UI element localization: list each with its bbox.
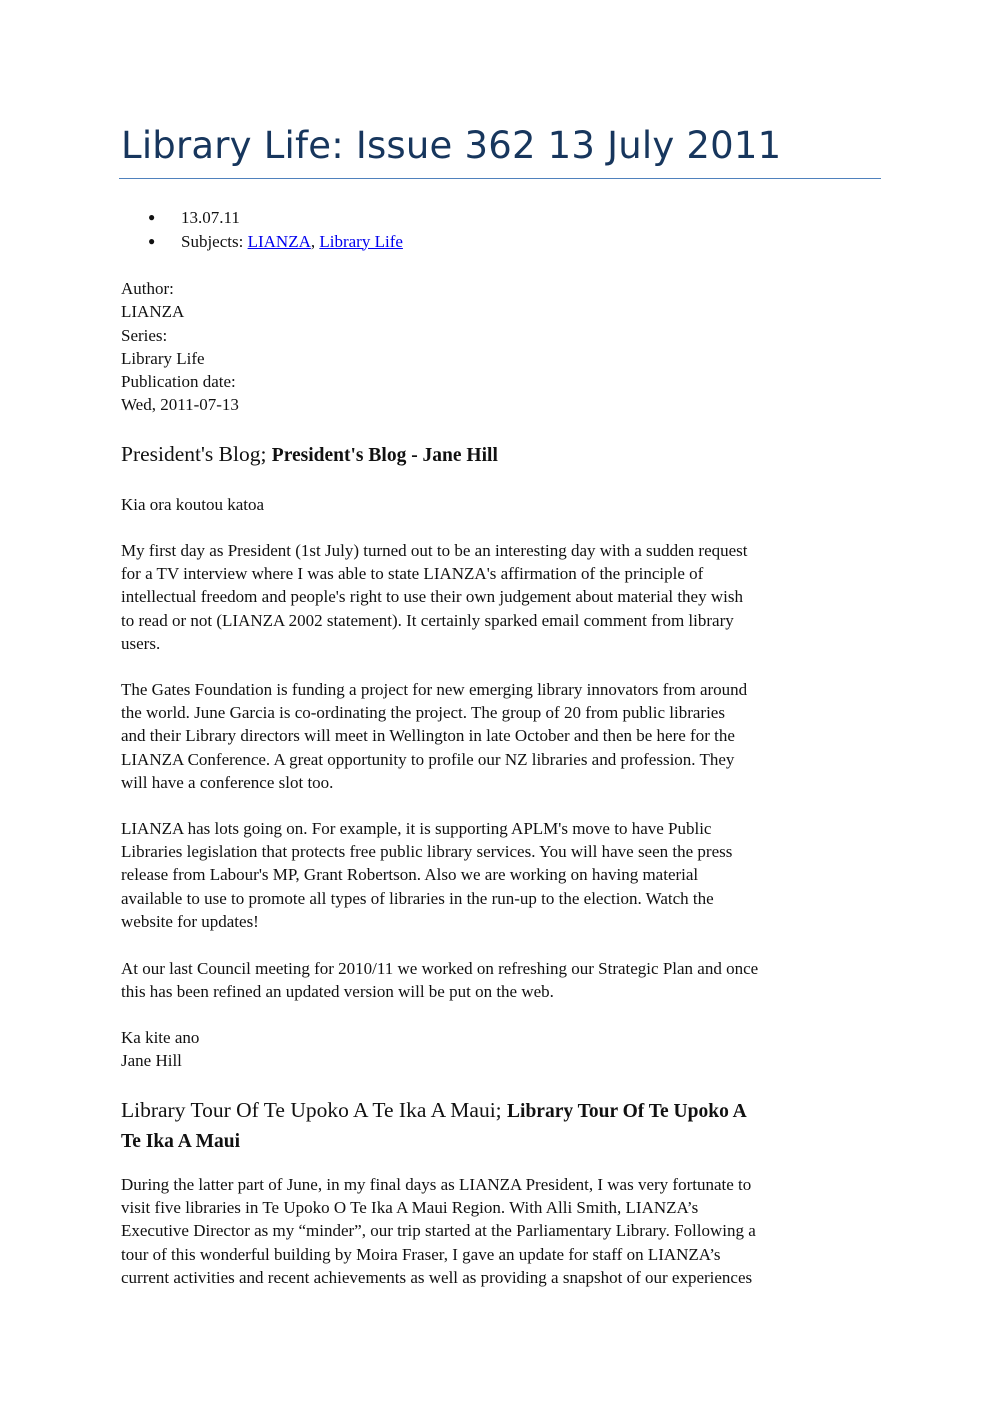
paragraph-line: The Gates Foundation is funding a project for new emerging library innovators from around xyxy=(121,680,748,699)
author-label: Author: xyxy=(121,279,174,298)
paragraph-line: visit five libraries in Te Upoko O Te Ika A Maui Region. With Alli Smith, LIANZA’s xyxy=(121,1198,699,1218)
paragraph-line: Libraries legislation that protects free public library services. You will have seen the press xyxy=(121,842,733,862)
paragraph-line: the world. June Garcia is co-ordinating the project. The group of 20 from public libraries xyxy=(121,703,725,723)
section-heading-presidents-blog xyxy=(121,440,881,470)
paragraph-line: to read or not (LIANZA 2002 statement). It certainly sparked email comment from library xyxy=(121,610,734,630)
series-label: Series: xyxy=(121,325,168,345)
greeting-line: Kia ora koutou katoa xyxy=(121,495,265,514)
meta-date-item xyxy=(121,206,403,230)
paragraph-line: and their Library directors will meet in Wellington in late October and then be here for the xyxy=(121,726,735,746)
paragraph-line: users. xyxy=(121,633,161,653)
paragraph-line: this has been refined an updated version will be put on the web. xyxy=(121,982,554,1002)
title-underline xyxy=(119,178,881,179)
paragraph-line: for a TV interview where I was able to state LIANZA's affirmation of the principle of xyxy=(121,564,704,584)
paragraph-line: current activities and recent achievements as well as providing a snapshot of our experiences xyxy=(121,1267,753,1287)
heading-bold-text-line2: Te Ika A Maui xyxy=(121,1131,241,1152)
heading-plain-text: Library Tour Of Te Upoko A Te Ika A Maui; xyxy=(121,1098,508,1122)
paragraph-line: My first day as President (1st July) turned out to be an interesting day with a sudden request xyxy=(121,541,748,560)
metadata-fields xyxy=(121,277,239,417)
signoff-line: Ka kite ano xyxy=(121,1028,200,1047)
heading-bold-text: Library Tour Of Te Upoko A xyxy=(507,1101,747,1122)
meta-subjects-item xyxy=(121,230,403,254)
greeting-paragraph xyxy=(121,493,891,516)
series-value: Library Life xyxy=(121,348,205,368)
blog-paragraph-1 xyxy=(121,539,891,655)
signoff xyxy=(121,1026,891,1072)
subject-link-library-life[interactable]: Library Life xyxy=(319,231,403,251)
heading-plain-text: President's Blog; xyxy=(121,442,272,466)
blog-paragraph-4 xyxy=(121,957,891,1003)
signoff-name: Jane Hill xyxy=(121,1051,182,1071)
meta-list xyxy=(121,206,403,253)
subjects-label: Subjects: xyxy=(181,231,244,251)
author-value: LIANZA xyxy=(121,302,185,322)
heading-bold-text: President's Blog - Jane Hill xyxy=(271,445,498,466)
paragraph-line: Executive Director as my “minder”, our trip started at the Parliamentary Library. Following a xyxy=(121,1221,756,1241)
publication-date-label: Publication date: xyxy=(121,372,236,392)
blog-paragraph-3 xyxy=(121,817,891,933)
paragraph-line: available to use to promote all types of libraries in the run-up to the election. Watch the xyxy=(121,888,714,908)
page-title: Library Life: Issue 362 13 July 2011 xyxy=(121,124,782,167)
paragraph-line: tour of this wonderful building by Moira Fraser, I gave an update for staff on LIANZA’s xyxy=(121,1244,721,1264)
paragraph-line: During the latter part of June, in my final days as LIANZA President, I was very fortunate to xyxy=(121,1175,752,1194)
paragraph-line: At our last Council meeting for 2010/11 we worked on refreshing our Strategic Plan and once xyxy=(121,959,759,978)
paragraph-line: release from Labour's MP, Grant Robertson. Also we are working on having material xyxy=(121,865,699,885)
paragraph-line: LIANZA Conference. A great opportunity to profile our NZ libraries and profession. They xyxy=(121,749,735,769)
paragraph-line: intellectual freedom and people's right to use their own judgement about material they wish xyxy=(121,587,743,607)
paragraph-line: will have a conference slot too. xyxy=(121,772,334,792)
subject-link-lianza[interactable]: LIANZA xyxy=(247,231,311,251)
blog-paragraph-2 xyxy=(121,678,891,794)
tour-paragraph-1 xyxy=(121,1173,891,1289)
meta-date: 13.07.11 xyxy=(181,208,240,227)
paragraph-line: website for updates! xyxy=(121,911,259,931)
paragraph-line: LIANZA has lots going on. For example, it is supporting APLM's move to have Public xyxy=(121,819,712,838)
bullet-icon: ● xyxy=(148,233,156,248)
publication-date-value: Wed, 2011-07-13 xyxy=(121,395,239,415)
bullet-icon: ● xyxy=(148,210,156,224)
section-heading-library-tour xyxy=(121,1096,881,1156)
subject-separator: , xyxy=(310,231,320,251)
